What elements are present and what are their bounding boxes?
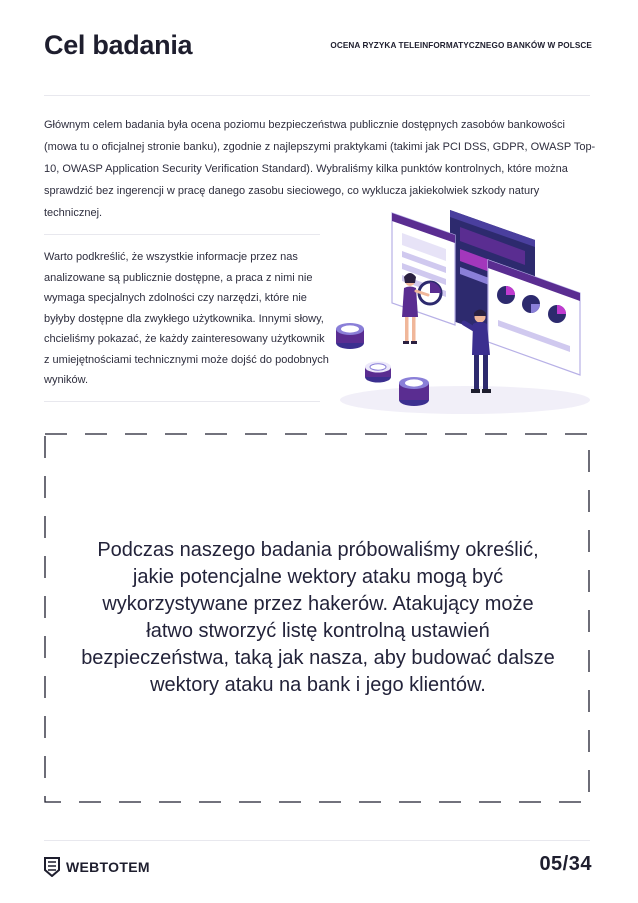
detail-paragraph: Warto podkreślić, że wszystkie informacje przez nas analizowane są publicznie dostępne, a praca z nimi nie wymaga specjalnych zdolności czy narzędzi, które nie byłyby dostępne dla zwykłego użytkownika. Innymi słowy, chcieliśmy pokazać, że każdy zainteresowany użytkownik z umiejętnościami technicznymi może dojść do podobnych wyników. [44,251,329,386]
callout-text: Podczas naszego badania próbowaliśmy określić, jakie potencjalne wektory ataku mogą być wykorzystywane przez hakerów. Atakujący może łatwo stworzyć listę kontrolną ustawień bezpieczeństwa, taką jak nasza, aby budować dalsze wektory ataku na bank i jego klientów. [81,539,555,696]
webtotem-logo [44,857,150,877]
webtotem-logo-icon [44,857,60,877]
footer-divider [44,840,590,841]
intro-paragraph: Głównym celem badania była ocena poziomu bezpieczeństwa publicznie dostępnych zasobów bankowości (mowa tu o oficjalnej stronie banku), zgodnie z najlepszymi praktykami (takimi jak PCI DSS, GDPR, OWASP Top-10, OWASP Application Security Verification Standard). Wybraliśmy kilka punktów kontrolnych, które można sprawdzić bez ingerencji w pracę danego zasobu sieciowego, co wyklucza jakiekolwiek szkody natury technicznej. [44,119,596,219]
page-number: 05/34 [539,853,592,875]
page-title: Cel badania [44,30,193,60]
header-divider [44,95,590,96]
paragraph-divider-bottom [44,401,320,402]
report-title: OCENA RYZYKA TELEINFORMATYCZNEGO BANKÓW W POLSCE [330,41,592,50]
logo-text: WEBTOTEM [66,859,150,875]
paragraph-divider-top [44,234,320,235]
security-analytics-illustration [330,205,594,415]
